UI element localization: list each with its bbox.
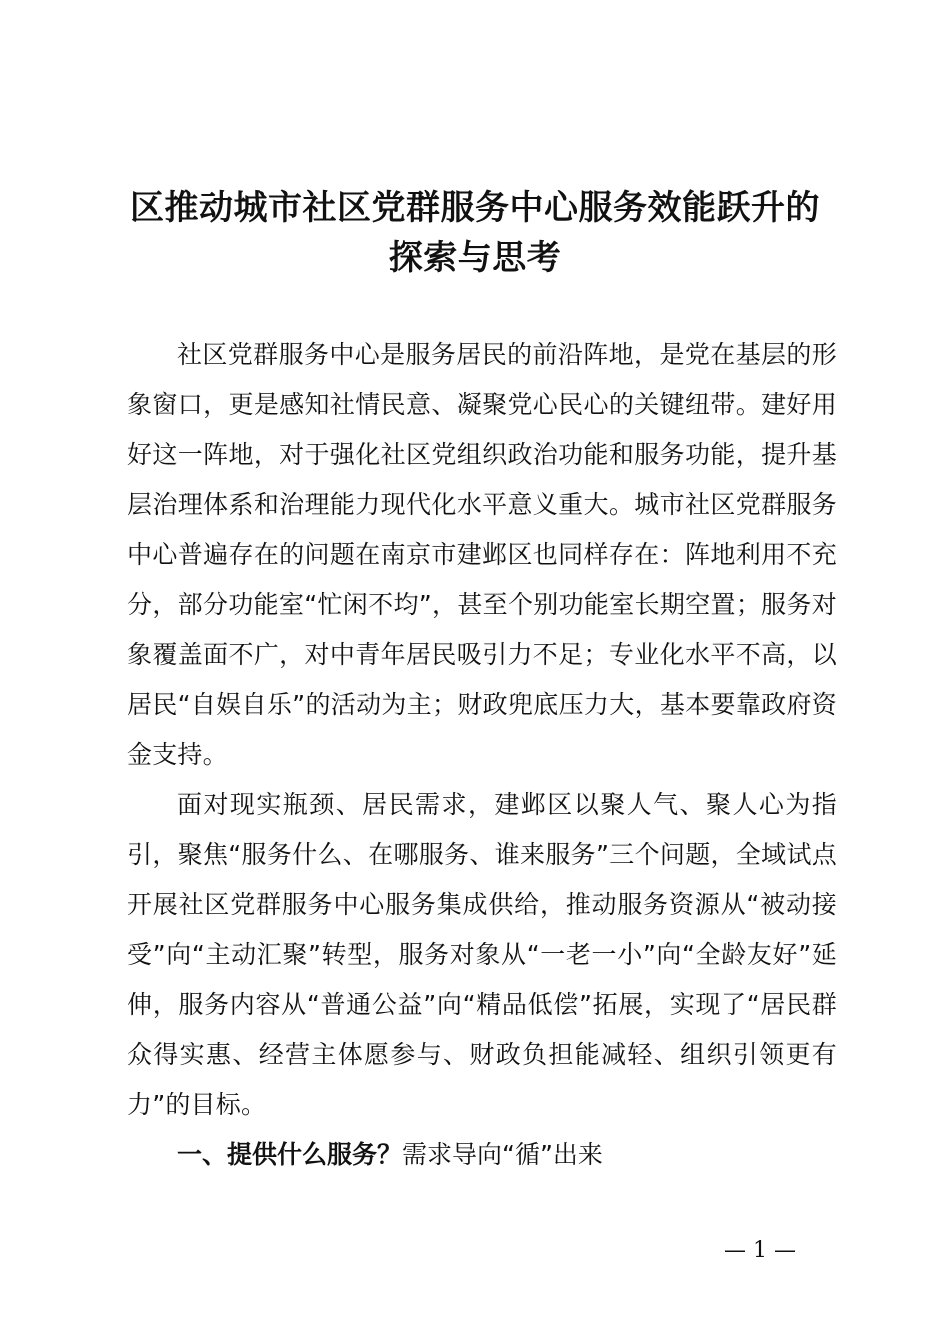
paragraph-2: 面对现实瓶颈、居民需求，建邺区以聚人气、聚人心为指引，聚焦“服务什么、在哪服务、谁来服务”三个问题，全域试点开展社区党群服务中心服务集成供给，推动服务资源从“被动接受”向“主动汇聚”转型，服务对象从“一老一小”向“全龄友好”延伸，服务内容从“普通公益”向“精品低偿”拓展，实现了“居民群众得实惠、经营主体愿参与、财政负担能减轻、组织引领更有力”的目标。 (127, 790, 837, 1119)
title-line-2: 探索与思考 (388, 238, 562, 278)
section-heading-rest: 需求导向“循”出来 (402, 1140, 603, 1169)
document-title (100, 183, 850, 283)
document-body (127, 330, 837, 1180)
paragraph-1: 社区党群服务中心是服务居民的前沿阵地，是党在基层的形象窗口，更是感知社情民意、凝聚党心民心的关键纽带。建好用好这一阵地，对于强化社区党组织政治功能和服务功能，提升基层治理体系和治理能力现代化水平意义重大。城市社区党群服务中心普遍存在的问题在南京市建邺区也同样存在：阵地利用不充分，部分功能室“忙闲不均”，甚至个别功能室长期空置；服务对象覆盖面不广，对中青年居民吸引力不足；专业化水平不高，以居民“自娱自乐”的活动为主；财政兜底压力大，基本要靠政府资金支持。 (127, 340, 837, 769)
title-line-1: 区推动城市社区党群服务中心服务效能跃升的 (130, 188, 820, 228)
page-number: — 1 — (724, 1238, 796, 1263)
section-heading-1 (127, 1130, 837, 1180)
section-heading-bold: 一、提供什么服务？ (177, 1140, 403, 1169)
